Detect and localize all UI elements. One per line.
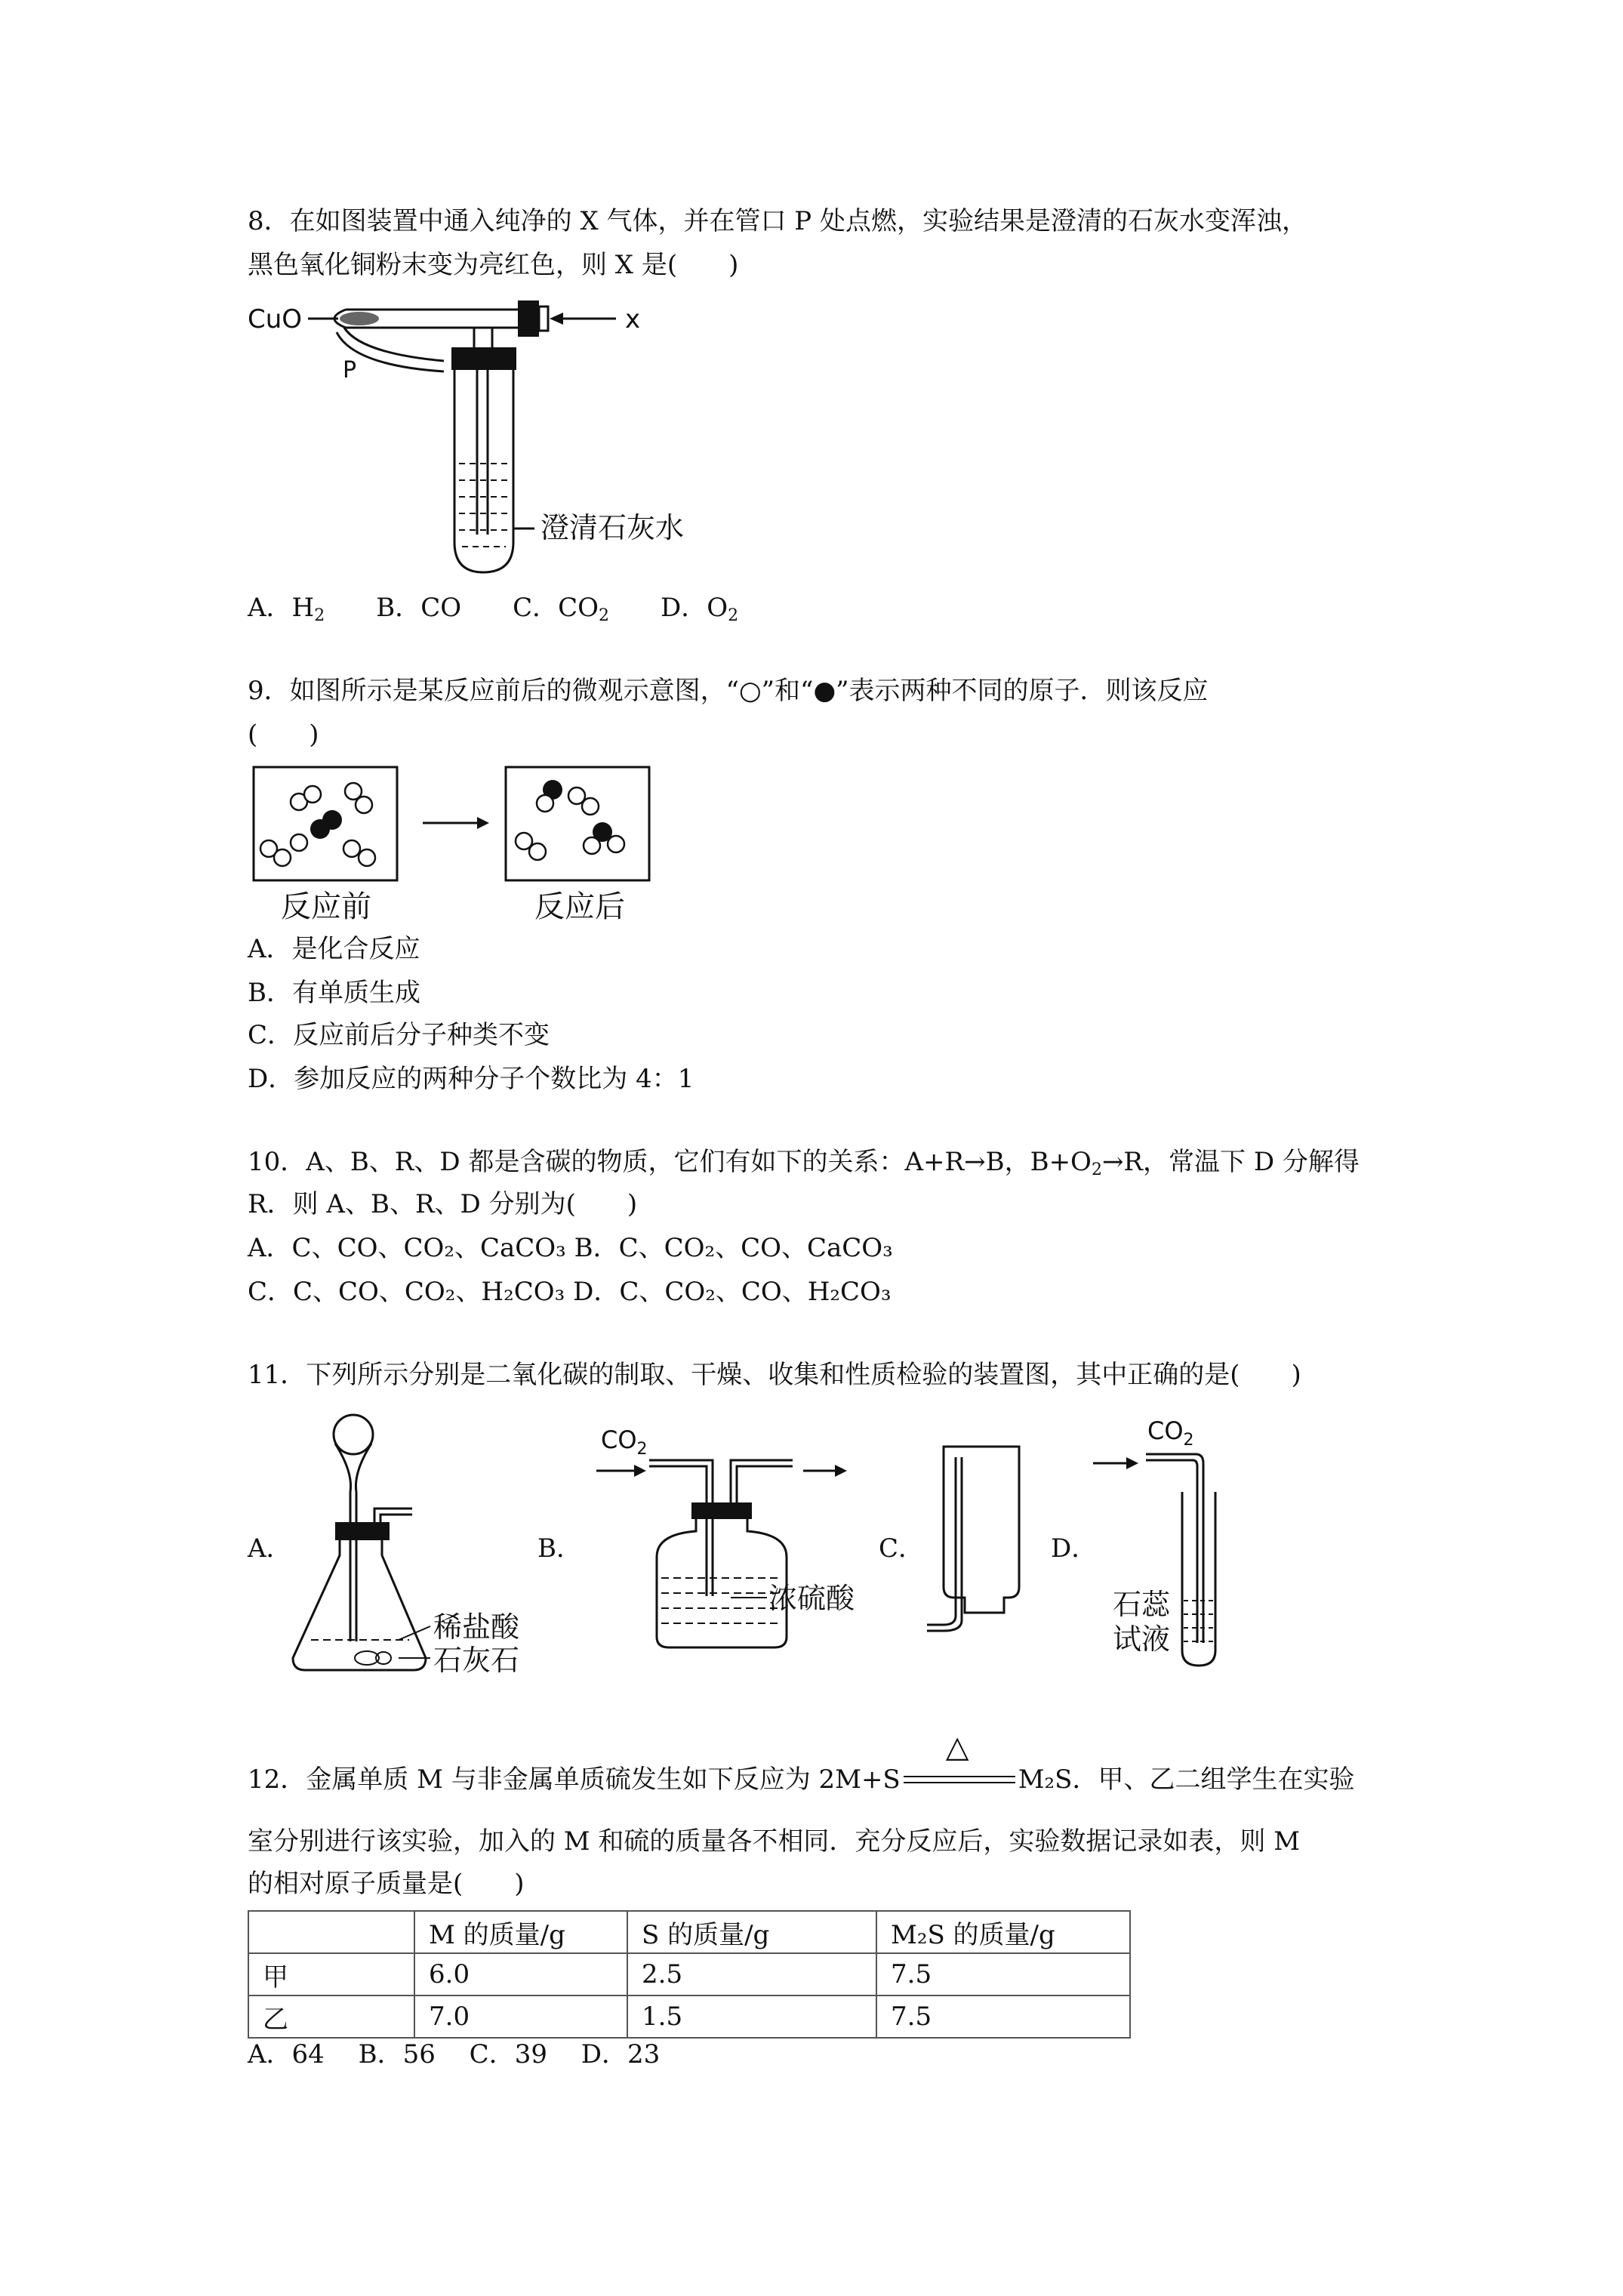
q10-stem-line1: 10．A、B、R、D 都是含碳的物质，它们有如下的关系：A+R→B，$B+O_2\to R$，常温下 D 分解得	[248, 1147, 1360, 1179]
q9-stem-line1: 9．如图所示是某反应前后的微观示意图，“○”和“●”表示两种不同的原子．则该反应	[248, 676, 1209, 706]
q11-label-a: A．	[248, 1533, 292, 1564]
q12-stem-line1: 12．金属单质 M 与非金属单质硫发生如下反应为 2M+S △ M₂S．甲、乙二组学生在实验	[248, 1730, 1355, 1795]
q11-limestone-label: 石灰石	[433, 1644, 520, 1677]
table-cell: 2.5	[627, 1953, 876, 1996]
q10-options-row2	[248, 1279, 892, 1305]
q9-option-c: C．反应前后分子种类不变	[248, 1020, 550, 1050]
q10-stem-line2: R．则 A、B、R、D 分别为( )	[248, 1189, 638, 1219]
q8-option-d: D．$O_2$	[661, 593, 739, 625]
q11-b-co2-label: $CO_2$	[601, 1425, 648, 1459]
table-cell: 6.0	[414, 1953, 627, 1996]
q11-figure-a	[285, 1409, 542, 1681]
q11-conc-acid-label: 浓硫酸	[768, 1582, 855, 1615]
table-cell: 7.5	[876, 1953, 1130, 1996]
table-header-row	[248, 1911, 1130, 1953]
q9-before-label: 反应前	[281, 889, 371, 924]
q12-stem-line3: 的相对原子质量是( )	[248, 1869, 525, 1899]
table-row	[248, 1953, 1130, 1996]
q11-label-d: D．	[1051, 1533, 1098, 1564]
q11-d-co2-label: $CO_2$	[1147, 1416, 1194, 1450]
q9-option-a: A．是化合反应	[248, 934, 420, 964]
q12-data-table	[248, 1910, 1131, 2039]
q9-stem-line2: ( )	[248, 720, 319, 750]
q9-option-b: B．有单质生成	[248, 978, 420, 1008]
q11-figure-d	[1093, 1416, 1274, 1673]
q8-options	[248, 593, 739, 625]
q11-litmus-label-2: 试液	[1113, 1623, 1171, 1656]
q8-x-label: x	[625, 304, 641, 334]
q11-label-b: B．	[537, 1533, 582, 1564]
table-cell: 甲	[248, 1953, 414, 1996]
q8-limewater-label: 澄清石灰水	[540, 511, 685, 544]
q12-reaction-condition: △	[901, 1767, 1018, 1792]
q10-option-a: A．C、CO、CO₂、CaCO₃	[248, 1233, 566, 1263]
q8-option-b: B．CO	[376, 593, 462, 623]
q10-option-c: C．C、CO、CO₂、H₂CO₃	[248, 1277, 565, 1307]
table-cell	[248, 1911, 414, 1953]
table-cell: M 的质量/g	[414, 1911, 627, 1953]
q10-option-d: D．C、CO₂、CO、H₂CO₃	[573, 1277, 892, 1307]
table-cell: 乙	[248, 1996, 414, 2038]
table-cell: 7.5	[876, 1996, 1130, 2038]
q11-label-c: C．	[879, 1533, 925, 1564]
q8-cuo-label: CuO	[248, 304, 303, 334]
table-row	[248, 1996, 1130, 2038]
q11-acid-label: 稀盐酸	[433, 1610, 520, 1644]
q12-stem-line2: 室分别进行该实验，加入的 M 和硫的质量各不相同．充分反应后，实验数据记录如表，则 M	[248, 1826, 1301, 1857]
q10-options-row1	[248, 1235, 893, 1261]
table-cell: S 的质量/g	[627, 1911, 876, 1953]
q11-litmus-label-1: 石蕊	[1113, 1588, 1171, 1621]
q8-option-c: C．$CO_2$	[513, 593, 609, 625]
q11-figure-c	[921, 1442, 1042, 1638]
table-cell: 7.0	[414, 1996, 627, 2038]
q8-stem-line2: 黑色氧化铜粉末变为亮红色，则 X 是( )	[248, 250, 739, 280]
q8-stem-line1: 8．在如图装置中通入纯净的 X 气体，并在管口 P 处点燃，实验结果是澄清的石灰水变浑浊，	[248, 206, 1307, 236]
table-cell: M₂S 的质量/g	[876, 1911, 1130, 1953]
q10-option-b: B．C、CO₂、CO、CaCO₃	[574, 1233, 893, 1263]
q12-options: A．64 B．56 C．39 D．23	[248, 2039, 661, 2069]
q11-figure-b	[596, 1427, 891, 1661]
table-cell: 1.5	[627, 1996, 876, 2038]
q9-after-label: 反应后	[534, 889, 625, 924]
q8-p-label: P	[343, 357, 357, 384]
q8-apparatus-figure	[248, 293, 716, 580]
q11-stem: 11．下列所示分别是二氧化碳的制取、干燥、收集和性质检验的装置图，其中正确的是( )	[248, 1360, 1301, 1390]
q9-molecule-figure	[248, 764, 670, 930]
q9-option-d: D．参加反应的两种分子个数比为 4：1	[248, 1064, 694, 1094]
q8-option-a: A．$H_2$	[248, 593, 325, 625]
